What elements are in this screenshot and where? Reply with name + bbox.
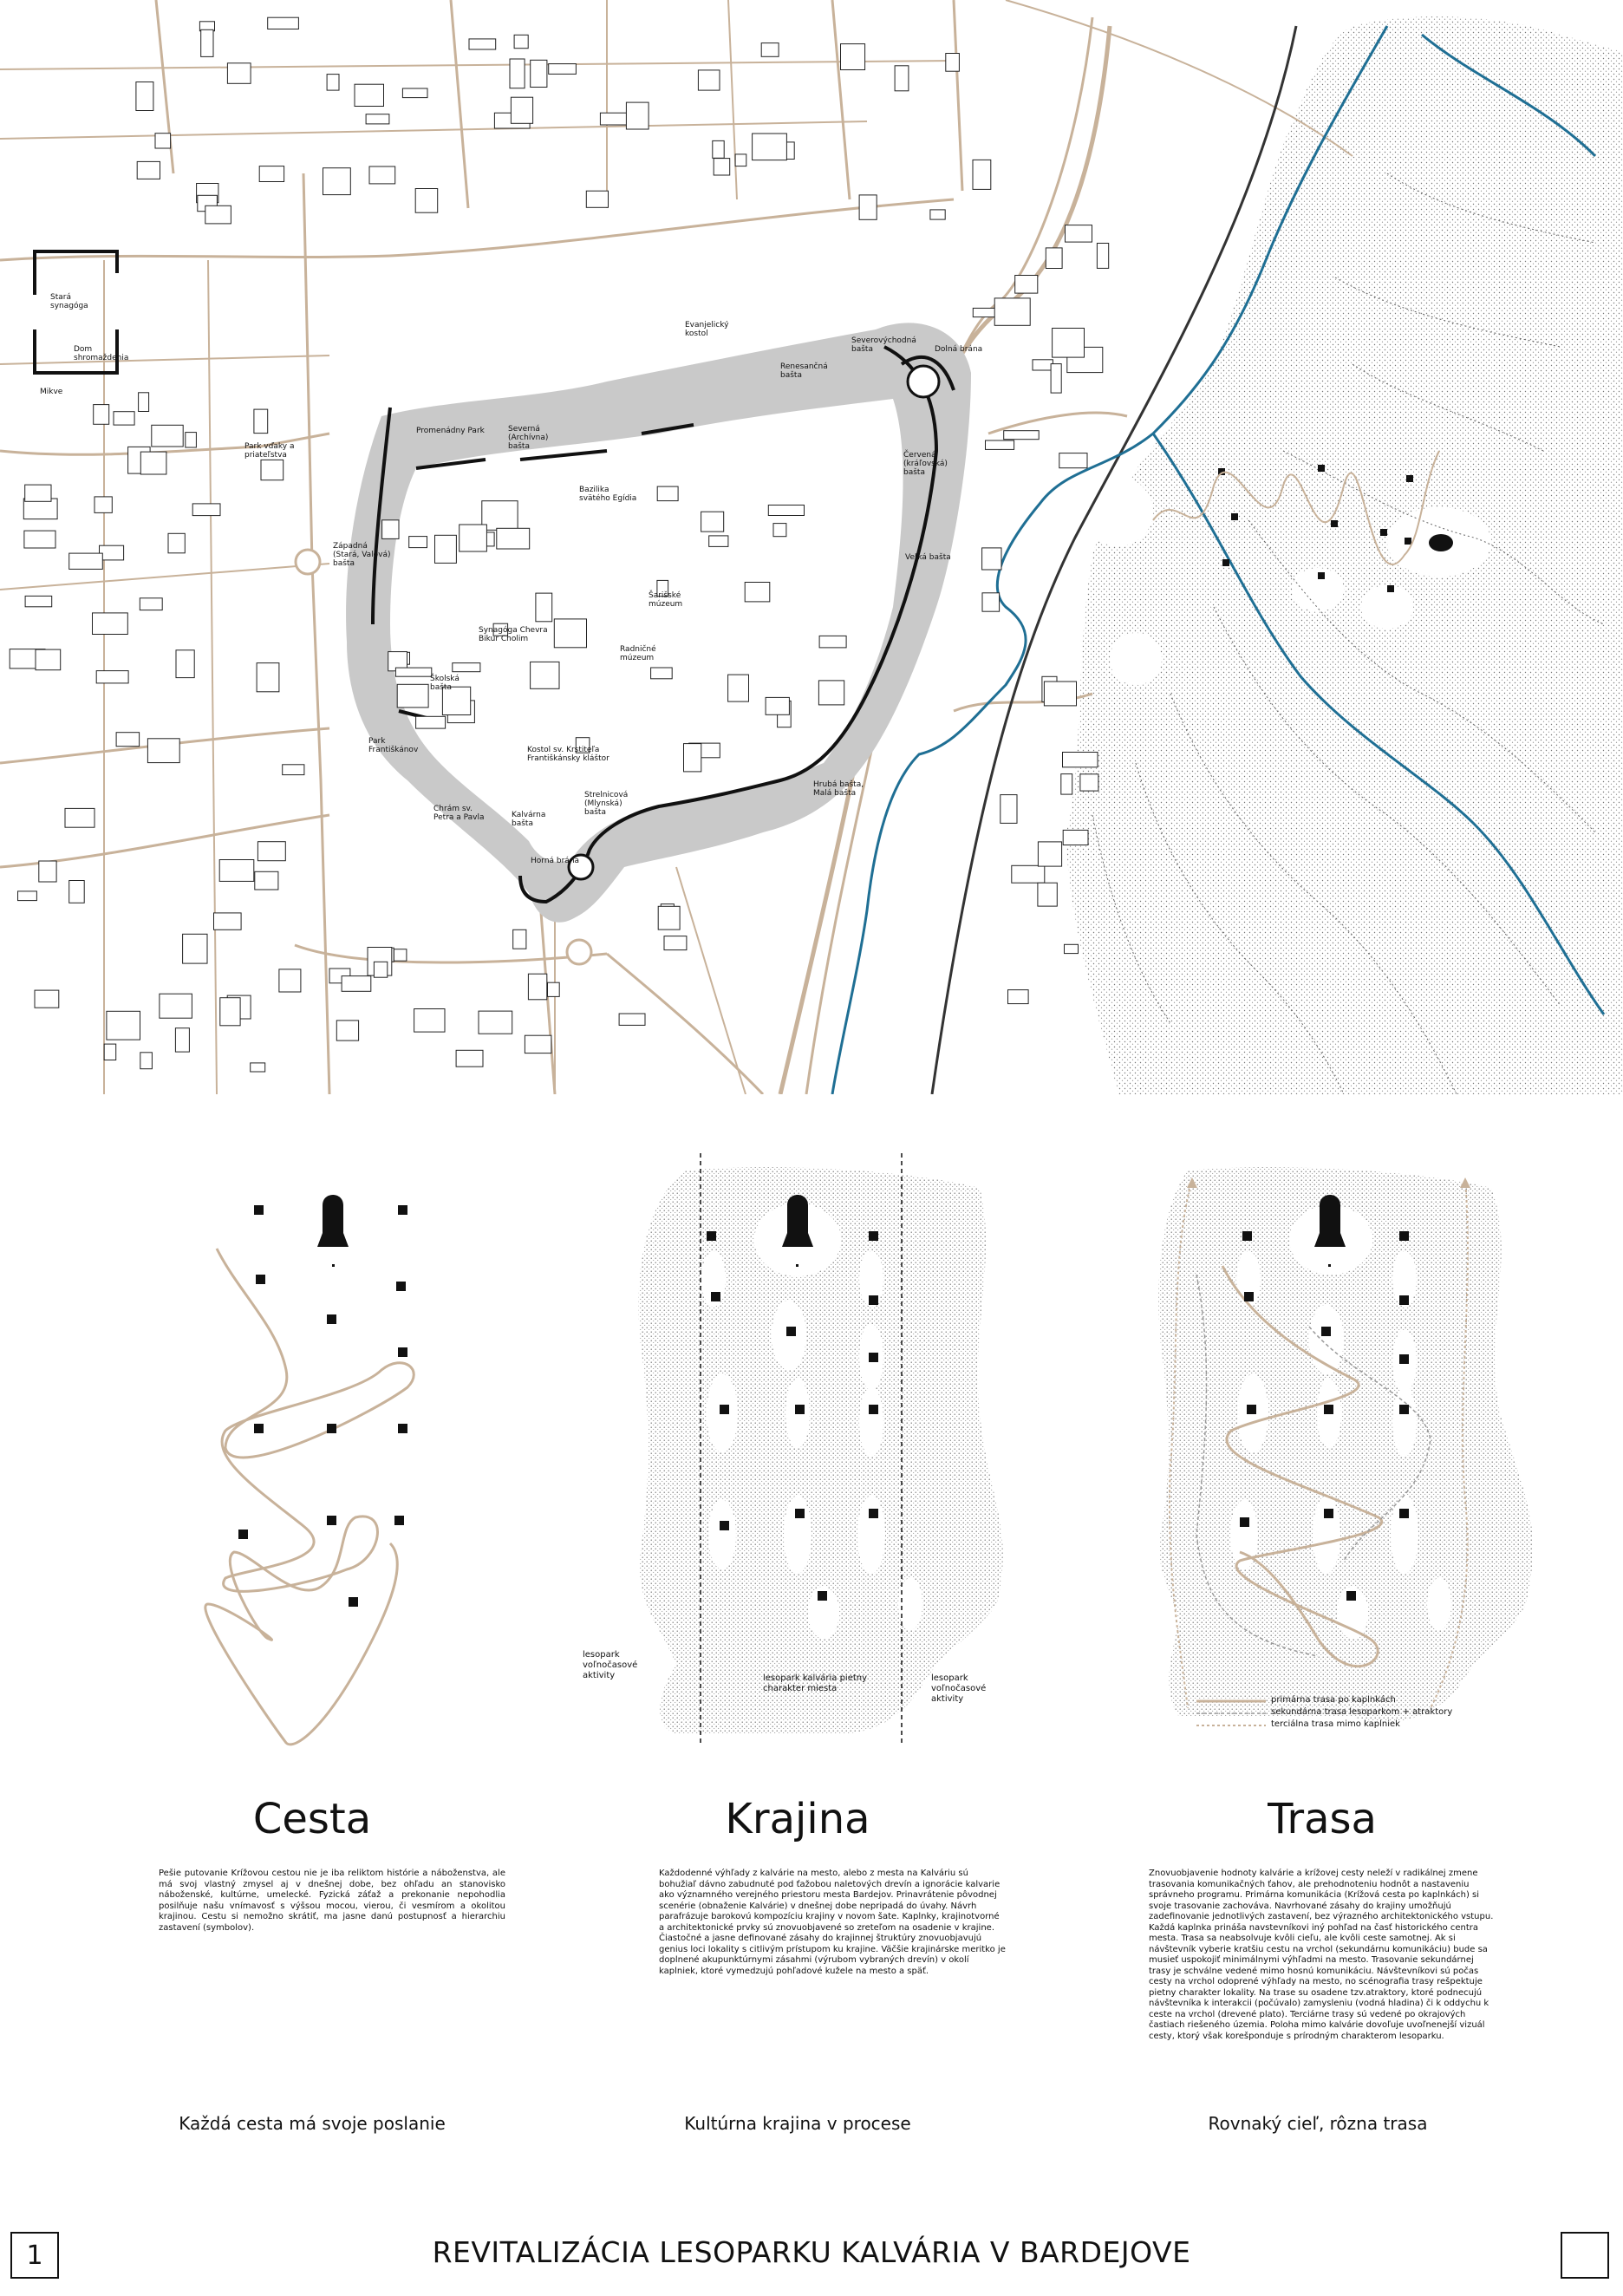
title-cesta: Cesta: [252, 1795, 372, 1843]
building: [982, 548, 1001, 570]
building: [214, 913, 242, 929]
building: [1001, 795, 1017, 824]
building: [1053, 329, 1085, 358]
building: [536, 593, 552, 622]
building: [402, 88, 427, 98]
building: [415, 189, 438, 213]
forest-area: [1066, 16, 1623, 1094]
building: [69, 553, 103, 569]
building: [818, 681, 844, 705]
building: [761, 43, 779, 57]
building: [257, 842, 285, 861]
building: [514, 35, 528, 48]
building: [336, 1021, 358, 1040]
building: [327, 75, 339, 91]
building: [841, 44, 865, 70]
building: [1059, 453, 1087, 468]
building: [283, 765, 304, 775]
building: [24, 531, 55, 548]
building: [528, 974, 546, 1000]
building: [698, 70, 720, 90]
building: [469, 39, 496, 49]
label-horna-brana: Horná brána: [531, 857, 580, 865]
building: [107, 1011, 140, 1040]
building: [18, 891, 37, 901]
building: [369, 166, 395, 184]
building: [525, 1035, 551, 1053]
building: [254, 409, 268, 434]
building: [482, 501, 518, 531]
label-zapadna-basta: Západná (Stará, Valová) bašta: [333, 542, 391, 568]
building: [323, 168, 351, 195]
building: [279, 969, 301, 992]
building: [366, 114, 389, 124]
building: [511, 97, 532, 123]
building: [255, 871, 278, 890]
building: [1012, 865, 1045, 883]
building: [183, 934, 207, 963]
building: [766, 697, 789, 714]
building: [497, 528, 530, 549]
legend-sekundarna: sekundárna trasa lesoparkom + atraktory: [1271, 1707, 1453, 1717]
label-stara-synagoga: Stará synagóga: [50, 293, 88, 310]
label-velka-basta: Veľká bašta: [905, 553, 951, 562]
building: [735, 154, 746, 166]
title-trasa: Trasa: [1268, 1795, 1377, 1843]
label-evanjelicky-kostol: Evanjelický kostol: [685, 321, 729, 338]
building: [513, 929, 526, 949]
building: [65, 808, 95, 827]
label-bazilika: Bazilika svätého Egídia: [579, 486, 637, 503]
building: [1033, 360, 1053, 370]
building: [94, 405, 109, 425]
building: [1063, 753, 1098, 767]
label-mikve: Mikve: [40, 388, 63, 396]
building: [460, 525, 487, 551]
title-krajina: Krajina: [725, 1795, 870, 1843]
building: [768, 506, 804, 516]
building: [510, 59, 525, 88]
building: [982, 593, 1000, 611]
building: [1051, 364, 1061, 394]
building: [664, 936, 687, 950]
label-strelnicova-basta: Strelnicová (Mlynská) bašta: [584, 791, 629, 817]
building: [147, 739, 179, 763]
building: [268, 17, 299, 29]
label-left-aktivity: lesopark voľnočasové aktivity: [583, 1650, 638, 1680]
building: [114, 412, 134, 425]
building: [930, 210, 945, 219]
building: [600, 113, 628, 125]
building: [93, 613, 128, 635]
building: [136, 82, 153, 111]
building: [1097, 244, 1108, 269]
building: [397, 684, 428, 708]
building: [139, 393, 149, 412]
building: [416, 716, 446, 728]
building: [251, 1063, 265, 1072]
building: [257, 663, 279, 692]
building: [819, 636, 846, 648]
building: [554, 619, 586, 648]
building: [355, 84, 384, 106]
building: [39, 861, 56, 882]
diagram-krajina: [639, 1153, 1003, 1743]
site-plan-map: [0, 0, 1623, 1094]
building: [994, 298, 1030, 325]
building: [261, 460, 284, 479]
building: [1046, 248, 1062, 269]
label-kostol-krstitela: Kostol sv. Krstiteľa Františkánsky kláštor: [527, 746, 609, 763]
diagram-trasa: [1158, 1167, 1533, 1725]
page-title: REVITALIZÁCIA LESOPARKU KALVÁRIA V BARDEJOVE: [432, 2235, 1191, 2269]
building: [259, 166, 284, 182]
building: [394, 949, 407, 962]
label-park-frantiskanov: Park Františkánov: [368, 737, 419, 754]
label-chram: Chrám sv. Petra a Pavla: [433, 805, 485, 822]
building: [95, 497, 112, 513]
building: [409, 537, 427, 548]
building: [753, 134, 787, 160]
building: [651, 668, 673, 679]
label-center-aktivity: lesopark kalvária pietny charakter miesta: [763, 1673, 868, 1693]
label-radnicne-muzeum: Radničné múzeum: [620, 645, 656, 662]
label-skolska-basta: Školská bašta: [430, 675, 460, 692]
label-severovychodna-basta: Severovýchodná bašta: [851, 336, 916, 354]
building: [453, 663, 480, 672]
page-number: 1: [26, 2240, 43, 2271]
building: [619, 1014, 645, 1025]
building: [1004, 431, 1040, 440]
tag-cesta: Každá cesta má svoje poslanie: [179, 2113, 446, 2134]
building: [1063, 830, 1088, 845]
building: [160, 994, 192, 1018]
building: [1038, 842, 1061, 866]
building: [69, 881, 85, 903]
building: [986, 440, 1014, 449]
building: [1066, 225, 1092, 243]
building: [479, 1011, 512, 1034]
label-promenadny-park: Promenádny Park: [416, 427, 485, 435]
building: [395, 668, 431, 676]
building: [205, 205, 231, 224]
building: [104, 1044, 116, 1060]
building: [168, 533, 185, 553]
building: [186, 433, 197, 447]
building: [895, 66, 909, 91]
building: [220, 998, 240, 1026]
building: [35, 990, 59, 1008]
building: [116, 733, 140, 747]
empty-box: [1561, 2232, 1609, 2279]
building: [586, 191, 608, 207]
building: [152, 425, 183, 447]
building: [1080, 774, 1098, 791]
label-renesancna-basta: Renesančná bašta: [780, 362, 828, 380]
building: [219, 860, 254, 882]
building: [1015, 276, 1038, 294]
building: [701, 512, 724, 532]
diagram-cesta: [205, 1195, 414, 1745]
building: [684, 744, 701, 772]
building: [374, 962, 387, 977]
building: [201, 29, 213, 56]
building: [1008, 990, 1029, 1004]
building: [176, 650, 194, 678]
tag-krajina: Kultúrna krajina v procese: [684, 2113, 911, 2134]
building: [946, 54, 960, 72]
text-cesta: Pešie putovanie Krížovou cestou nie je iba reliktom histórie a náboženstva, ale má svoj vlastný zmysel aj v dnešnej dobe, bez ohľadu an stanovisko náboženské, kultúrne, umelecké. Fyzická záťaž a prekonanie nepohodlia posilňuje našu vnímavosť s výšsou mocou, vierou, či vesmírom a okolitou krajinou. Cestu si nemožno skrátiť, ma jasne danú postupnosť a hierarchiu zastavení (symbolov).: [159, 1869, 505, 1933]
label-dolna-brana: Dolná brána: [935, 345, 983, 354]
building: [548, 982, 560, 996]
building: [658, 906, 680, 929]
building: [96, 671, 128, 683]
building: [713, 140, 724, 158]
building: [1065, 944, 1079, 953]
label-right-aktivity: lesopark voľnočasové aktivity: [931, 1673, 987, 1704]
building: [140, 598, 162, 610]
label-park-vdaky: Park vďaky a priateľstva: [244, 442, 295, 460]
building: [657, 486, 678, 501]
building: [25, 485, 51, 501]
building: [714, 159, 730, 175]
tag-trasa: Rovnaký cieľ, rôzna trasa: [1208, 2113, 1428, 2134]
building: [626, 102, 649, 129]
label-sarisske-muzeum: Šarišské múzeum: [649, 591, 683, 609]
label-synagoga: Synagóga Chevra Bikur Cholim: [479, 626, 548, 643]
label-dom-shromazdenia: Dom shromaždenia: [74, 345, 129, 362]
building: [382, 520, 399, 539]
building: [1061, 774, 1072, 795]
building: [414, 1009, 445, 1033]
building: [745, 583, 770, 602]
building: [1038, 883, 1057, 906]
building: [140, 1053, 153, 1069]
building: [1044, 682, 1076, 706]
building: [773, 524, 786, 537]
label-kalvarna-basta: Kalvárna bašta: [512, 811, 546, 828]
legend-primarna: primárna trasa po kaplnkách: [1271, 1695, 1396, 1705]
building: [531, 60, 547, 87]
building: [859, 195, 877, 219]
building: [175, 1028, 189, 1052]
building: [728, 675, 749, 701]
text-krajina: Každodenné výhľady z kalvárie na mesto, alebo z mesta na Kalváriu sú bohužiaľ dávno zabudnuté pod ťažobou naletových drevín a ignorácie kalvarie ako významného verejného priestoru mesta Bardejov. Prinavrátenie pôvodnej scenérie (obnaženie Kalvárie) v dnešnej dobe nepripadá do úvahy. Návrh parafrázuje barokovú kompozíciu krajiny v novom šate. Kaplnky, krajinotvorné a architektonické prvky sú znovuobjavené so zreteľom na osadenie v krajine. Čiastočné a jasne definované zásahy do krajinnej štruktúry znovuobjavujú genius loci lokality s citlivým prístupom ku krajine. Väčšie krajinárske meritko je doplnené akupunktúrnymi zásahmi (výrubom vybraných drevín) v okolí kaplniek, ktoré vymedzujú pohľadové kužele na mesto a späť.: [659, 1869, 1006, 1976]
building: [435, 535, 457, 563]
building: [137, 161, 160, 179]
building: [25, 596, 52, 606]
building: [709, 536, 728, 547]
label-hruba-basta: Hrubá bašta, Malá bašta: [813, 780, 864, 798]
building: [549, 64, 577, 75]
label-cervena-basta: Červená (kráľovská) bašta: [903, 451, 948, 477]
building: [342, 976, 371, 992]
building: [140, 452, 166, 474]
text-trasa: Znovuobjavenie hodnoty kalvárie a krížovej cesty neleží v radikálnej zmene trasovania komunikačných ťahov, ale prehodnoteniu hodnôt a nastaveniu správneho programu. Primárna komunikácia (Krížová cesta po kaplnkách) si svoje trasovanie zachováva. Navrhované zásahy do krajiny umožňujú zadefinovanie jednotlivých zastavení, bez výrazného architektonického vstupu. Každá kaplnka prináša navstevníkovi iný pohľad na časť historického centra mesta. Trasa sa neabsolvuje kvôli cieľu, ale kvôli ceste samotnej. Ak si návštevník vyberie kratšiu cestu na vrchol (sekundárnu komunikáciu) bude sa musieť uspokojiť minimálnymi výhľadmi na mesto. Trasovanie sekundárnej trasy je schválne vedené mimo hosnú komunikáciu. Návštevníkovi sú počas cesty na vrchol odoprené výhľady na mesto, no scénografia trasy rešpektuje pietny charakter lokality. Na trase su osadene tzv.atraktory, ktoré podnecujú návštevníka k interakcii (počúvalo) zamysleniu (vodná hladina) či k oddychu k ceste na vrchol (drevené plato). Terciárne trasy sú vedené po okrajových častiach riešeného územia. Poloha mimo kalvárie dovoľuje uvoľnenejší vizuál cesty, ktorý však korešponduje s prírodným charakterom lesoparku.: [1149, 1869, 1494, 2041]
building: [227, 63, 251, 84]
building: [456, 1050, 483, 1066]
building: [36, 649, 61, 670]
concept-diagrams: [0, 1153, 1623, 1760]
building: [155, 134, 171, 148]
label-severna-basta: Severná (Archívna) bašta: [508, 425, 549, 451]
building: [192, 504, 220, 516]
building: [531, 662, 559, 688]
building: [973, 160, 991, 189]
legend-terciarna: terciálna trasa mimo kaplniek: [1271, 1719, 1400, 1729]
